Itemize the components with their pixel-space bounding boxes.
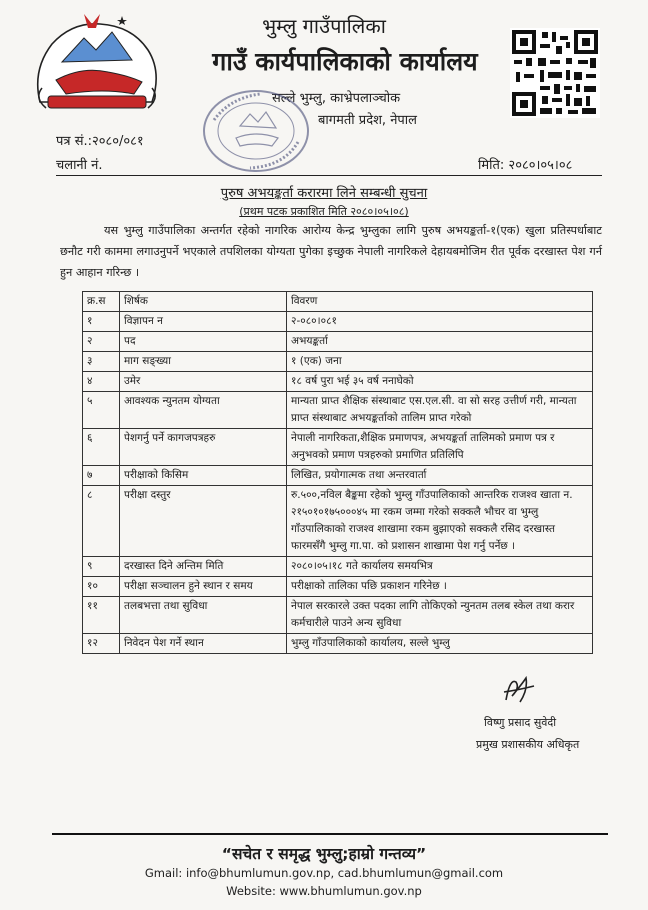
table-row — [83, 352, 593, 372]
table-row — [83, 466, 593, 486]
table-row — [83, 597, 593, 634]
table-row — [83, 486, 593, 557]
row-title: दरखास्त दिने अन्तिम मिति — [120, 557, 287, 577]
row-title: पद — [120, 332, 287, 352]
table-row — [83, 312, 593, 332]
row-title: परीक्षाको किसिम — [120, 466, 287, 486]
header-sn: क्र.स — [83, 292, 120, 312]
row-title: परीक्षा दस्तुर — [120, 486, 287, 557]
row-sn: ३ — [83, 352, 120, 372]
row-sn: १ — [83, 312, 120, 332]
row-detail: भुम्लु गाँउपालिकाको कार्यालय, सल्ले भुम्लु — [287, 634, 593, 654]
address-line: सल्ले भुम्लु, काभ्रेपलाञ्चोक — [272, 91, 401, 106]
row-detail: १ (एक) जना — [287, 352, 593, 372]
signer-designation: प्रमुख प्रशासकीय अधिकृत — [476, 738, 580, 751]
table-header-row — [83, 292, 593, 312]
notice-title: पुरुष अभयङ्कर्ता करारमा लिने सम्बन्धी सुचना — [220, 186, 428, 201]
row-detail: नेपाल सरकारले उक्त पदका लागि तोकिएको न्युनतम तलब स्केल तथा करार कर्मचारीले पाउने अन्य सुविधा — [287, 597, 593, 634]
row-detail: मान्यता प्राप्त शैक्षिक संस्थाबाट एस.एल.सी. वा सो सरह उत्तीर्ण गरी, मान्यता प्राप्त संस्थाबाट अभयङ्कर्ताको तालिम प्राप्त गरेको — [287, 392, 593, 429]
row-detail: परीक्षाको तालिका पछि प्रकाशन गरिनेछ । — [287, 577, 593, 597]
row-title: आवश्यक न्युनतम योग्यता — [120, 392, 287, 429]
row-title: परीक्षा सञ्चालन हुने स्थान र समय — [120, 577, 287, 597]
row-detail: २०८०।०५।१८ गते कार्यालय समयभित्र — [287, 557, 593, 577]
letter-ref-number: पत्र सं.:२०८०/०८१ — [56, 134, 144, 149]
notice-intro: यस भुम्लु गाउँपालिका अन्तर्गत रहेको नागरिक आरोग्य केन्द्र भुम्लुका लागि पुरुष अभयङ्कर्ता-१(एक) खुला प्रतिस्पर्धाबाट छनौट गरी काममा लगाउनुपर्ने भएकाले तपशिलका योग्यता पुगेका इच्छुक नेपाली नागरिकले देहायबमोजिम रीत पूर्वक दरखास्त पेश गर्न हुन आहान गरिन्छ । — [60, 224, 602, 279]
row-title: पेशगर्नु पर्ने कागजपत्रहरु — [120, 429, 287, 466]
letter-date: मिति: २०८०।०५।०८ — [478, 158, 573, 173]
row-title: निवेदन पेश गर्ने स्थान — [120, 634, 287, 654]
header-detail: विवरण — [287, 292, 593, 312]
table-row — [83, 392, 593, 429]
notice-subtitle: (प्रथम पटक प्रकाशित मिति २०८०।०५।०८) — [239, 205, 409, 218]
municipality-name: भुम्लु गाउँपालिका — [262, 14, 386, 38]
row-sn: ७ — [83, 466, 120, 486]
row-detail: नेपाली नागरिकता,शैक्षिक प्रमाणपत्र, अभयङ्कर्ता तालिमको प्रमाण पत्र र अनुभवको प्रमाण पत्रहरुको प्रमाणित प्रतिलिपि — [287, 429, 593, 466]
table-row — [83, 372, 593, 392]
footer-website: Website: www.bhumlumun.gov.np — [226, 884, 422, 898]
header-title: शिर्षक — [120, 292, 287, 312]
row-title: तलबभत्ता तथा सुविधा — [120, 597, 287, 634]
row-title: माग सङ्ख्या — [120, 352, 287, 372]
table-row — [83, 429, 593, 466]
province-line: बागमती प्रदेश, नेपाल — [318, 113, 417, 128]
row-sn: १० — [83, 577, 120, 597]
signer-name: विष्णु प्रसाद सुवेदी — [484, 716, 557, 729]
footer-divider — [52, 833, 608, 835]
row-detail: रु.५००,नविल बैङ्कमा रहेको भुम्लु गाँउपालिकाको आन्तरिक राजश्व खाता न. २१५०१०१७५०००४५ मा रकम जम्मा गरेको सक्कलै भौचर वा भुम्लु गाँउपालिकाको राजश्व शाखामा रकम बुझाएको सक्कलै रसिद दरखास्त फारमसँगै भुम्लु गा.पा. को प्रशासन शाखामा पेश गर्नु पर्नेछ । — [287, 486, 593, 557]
row-sn: ९ — [83, 557, 120, 577]
table-row — [83, 557, 593, 577]
table-row — [83, 634, 593, 654]
row-detail: अभयङ्कर्ता — [287, 332, 593, 352]
header-divider — [56, 175, 602, 176]
row-sn: ८ — [83, 486, 120, 557]
qr-code-icon — [510, 28, 600, 118]
row-title: उमेर — [120, 372, 287, 392]
handwritten-signature — [500, 674, 536, 706]
office-name: गाउँ कार्यपालिकाको कार्यालय — [212, 47, 478, 76]
row-sn: १२ — [83, 634, 120, 654]
row-sn: ४ — [83, 372, 120, 392]
dispatch-number: चलानी नं. — [56, 158, 103, 173]
row-detail: १८ वर्ष पुरा भई ३५ वर्ष ननाघेको — [287, 372, 593, 392]
row-sn: ५ — [83, 392, 120, 429]
office-seal-stamp — [200, 86, 312, 176]
table-row — [83, 332, 593, 352]
row-sn: २ — [83, 332, 120, 352]
row-detail: लिखित, प्रयोगात्मक तथा अन्तरवार्ता — [287, 466, 593, 486]
row-sn: ६ — [83, 429, 120, 466]
table-row — [83, 577, 593, 597]
footer-email: Gmail: info@bhumlumun.gov.np, cad.bhumlumun@gmail.com — [144, 866, 504, 880]
row-detail: २-०८०।०८१ — [287, 312, 593, 332]
row-title: विज्ञापन न — [120, 312, 287, 332]
row-sn: ११ — [83, 597, 120, 634]
footer-motto: “सचेत र समृद्ध भुम्लु;हाम्रो गन्तव्य” — [221, 845, 427, 863]
vacancy-table — [82, 291, 593, 654]
